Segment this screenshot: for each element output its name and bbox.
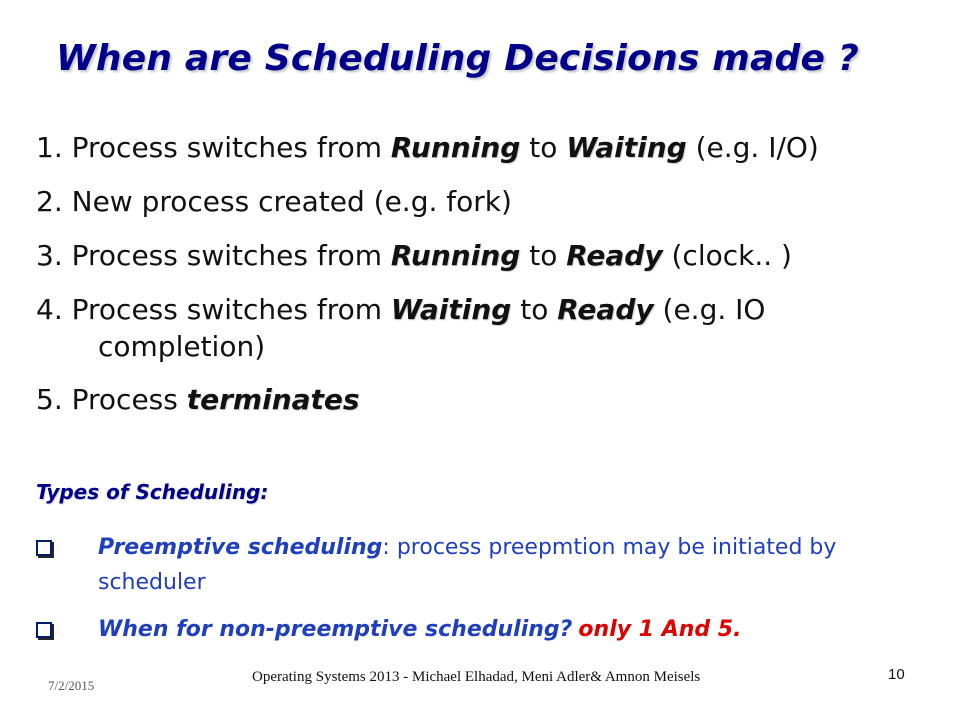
bullet-preemptive — [36, 530, 916, 600]
item-number-3: 3. — [36, 239, 63, 272]
checkbox-bullet-icon — [36, 622, 52, 638]
item-text-4-continuation: completion) — [98, 330, 266, 363]
state-waiting-4: Waiting — [390, 293, 512, 326]
item-number-5: 5. — [36, 383, 63, 416]
item-number-1: 1. — [36, 131, 63, 164]
bullet-non-preemptive-label: When for non-preemptive scheduling? — [98, 617, 573, 642]
state-ready-3: Ready — [566, 239, 663, 272]
item-text-1-middle: to — [529, 131, 567, 164]
list-item-5 — [36, 380, 896, 420]
bullet-preemptive-desc: : process preepmtion may be initiated by scheduler — [98, 535, 837, 595]
item-text-3-after: (clock.. ) — [671, 239, 792, 272]
footer-course: Operating Systems 2013 - Michael Elhadad, Meni Adler& Amnon Meisels — [252, 669, 701, 685]
list-item-3 — [36, 236, 896, 276]
item-text-1-before: Process switches from — [71, 131, 391, 164]
bullet-preemptive-text — [36, 530, 916, 600]
item-number-4: 4. — [36, 293, 63, 326]
item-text-3-before: Process switches from — [71, 239, 391, 272]
bullet-non-preemptive — [36, 612, 916, 647]
state-ready-4: Ready — [557, 293, 654, 326]
bullet-non-preemptive-text — [36, 612, 916, 647]
item-text-4-middle: to — [520, 293, 558, 326]
decision-list — [36, 128, 896, 434]
bullet-non-preemptive-answer: only 1 And 5. — [578, 617, 742, 642]
item-text-4-before: Process switches from — [71, 293, 391, 326]
state-running-1: Running — [390, 131, 521, 164]
page-number: 10 — [888, 666, 905, 683]
state-waiting-1: Waiting — [566, 131, 687, 164]
footer-date: 7/2/2015 — [48, 678, 95, 693]
bullet-preemptive-label: Preemptive scheduling — [98, 535, 383, 560]
item-number-2: 2. — [36, 185, 63, 218]
item-text-2: New process created (e.g. fork) — [71, 185, 512, 218]
list-item-2 — [36, 182, 896, 222]
slide-title: When are Scheduling Decisions made ? — [56, 38, 859, 79]
state-running-3: Running — [390, 239, 521, 272]
item-text-5-before: Process — [71, 383, 187, 416]
checkbox-bullet-icon — [36, 540, 52, 556]
item-text-3-middle: to — [529, 239, 567, 272]
list-item-4 — [36, 290, 896, 366]
state-terminates-5: terminates — [186, 383, 360, 416]
types-heading: Types of Scheduling: — [36, 480, 269, 504]
list-item-1 — [36, 128, 896, 168]
item-text-1-after: (e.g. I/O) — [695, 131, 819, 164]
item-text-4-after: (e.g. IO — [662, 293, 766, 326]
